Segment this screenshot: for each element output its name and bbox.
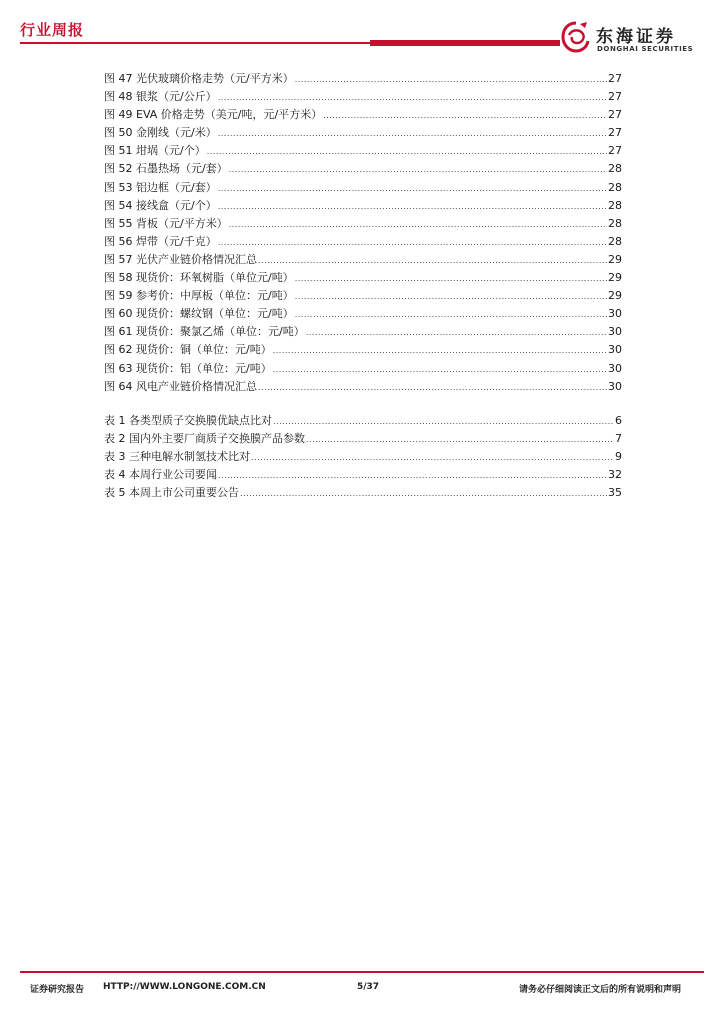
figure-entry[interactable]: 图 48 银浆（元/公斤） ..... 27 — [104, 88, 622, 106]
logo-chinese-name: 东海证券 — [596, 27, 676, 47]
figure-entry[interactable]: 图 60 现货价：螺纹钢（单位：元/吨） ..... 30 — [104, 305, 622, 323]
logo-english-name: DONGHAI SECURITIES — [597, 45, 694, 53]
page-number: 5/37 — [357, 982, 380, 992]
figure-entry[interactable]: 图 62 现货价：铜（单位：元/吨） ..... 30 — [104, 341, 622, 359]
report-type-title: 行业周报 — [20, 21, 85, 39]
dragon-logo-icon — [560, 20, 592, 54]
table-entry[interactable]: 表 4 本周行业公司要闻 ..... 32 — [104, 466, 622, 484]
figure-entry[interactable]: 图 58 现货价：环氧树脂（单位元/吨） ..... 29 — [104, 269, 622, 287]
figure-entry[interactable]: 图 57 光伏产业链价格情况汇总 ..... 29 — [104, 251, 622, 269]
figure-entry[interactable]: 图 55 背板（元/平方米） ..... 28 — [104, 215, 622, 233]
figure-entry[interactable]: 图 64 风电产业链价格情况汇总 ..... 30 — [104, 378, 622, 396]
table-entry[interactable]: 表 5 本周上市公司重要公告 ..... 35 — [104, 484, 622, 502]
header-rule — [20, 40, 560, 46]
table-entry[interactable]: 表 2 国内外主要厂商质子交换膜产品参数 ..... 7 — [104, 430, 622, 448]
figure-entry[interactable]: 图 53 铝边框（元/套） ..... 28 — [104, 179, 622, 197]
footer-disclaimer: 请务必仔细阅读正文后的所有说明和声明 — [519, 985, 682, 995]
figure-entry[interactable]: 图 47 光伏玻璃价格走势（元/平方米） ..... 27 — [104, 70, 622, 88]
figure-entry[interactable]: 图 52 石墨热场（元/套） ..... 28 — [104, 160, 622, 178]
figure-entry[interactable]: 图 54 接线盒（元/个） ..... 28 — [104, 197, 622, 215]
table-entry[interactable]: 表 1 各类型质子交换膜优缺点比对 ..... 6 — [104, 412, 622, 430]
figure-entry[interactable]: 图 56 焊带（元/千克） ..... 28 — [104, 233, 622, 251]
footer-website-link[interactable]: HTTP://WWW.LONGONE.COM.CN — [103, 982, 266, 992]
table-index-list — [104, 412, 622, 502]
footer-rule — [20, 971, 704, 973]
figure-index-list — [104, 70, 622, 396]
figure-entry[interactable]: 图 63 现货价：铝（单位：元/吨） ..... 30 — [104, 360, 622, 378]
figure-entry[interactable]: 图 51 坩埚（元/个） ..... 27 — [104, 142, 622, 160]
figure-entry[interactable]: 图 49 EVA 价格走势（美元/吨，元/平方米） ..... 27 — [104, 106, 622, 124]
figure-entry[interactable]: 图 61 现货价：聚氯乙烯（单位：元/吨） ..... 30 — [104, 323, 622, 341]
table-entry[interactable]: 表 3 三种电解水制氢技术比对 ..... 9 — [104, 448, 622, 466]
figure-entry[interactable]: 图 50 金刚线（元/米） ..... 27 — [104, 124, 622, 142]
company-logo — [560, 18, 710, 58]
figure-entry[interactable]: 图 59 参考价：中厚板（单位：元/吨） ..... 29 — [104, 287, 622, 305]
footer-report-type: 证券研究报告 — [30, 985, 85, 995]
